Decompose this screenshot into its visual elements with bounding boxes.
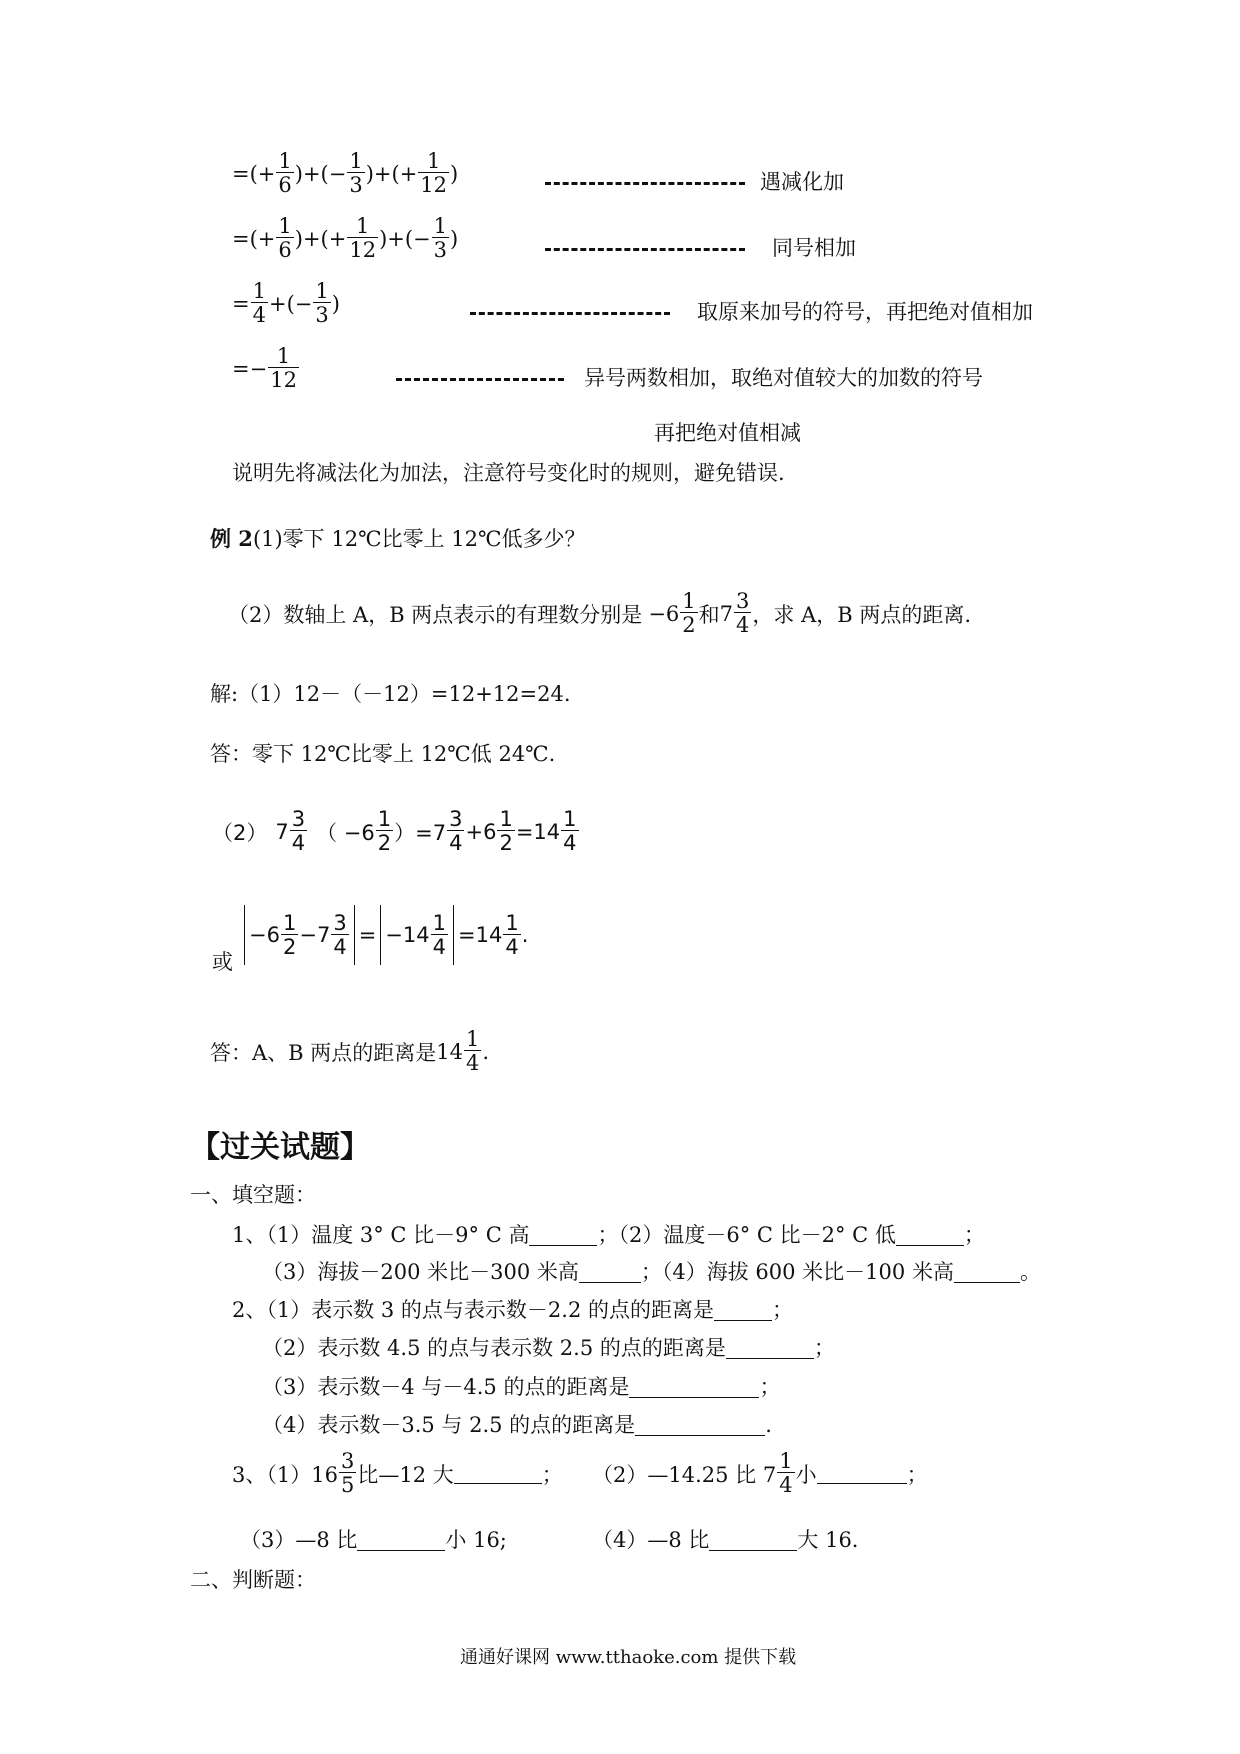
q3d-prefix: （4）—8 比 [592,1528,710,1552]
derivation-note-2: 同号相加 [772,236,856,260]
derivation-note-4: 异号两数相加，取绝对值较大的加数的符号 [584,366,983,390]
answer-1: 答：零下 12℃比零上 12℃低 24℃. [210,742,556,766]
example-2-q1 [210,528,585,550]
dash-leader [545,182,745,185]
q2a-text: 2、（1）表示数 3 的点与表示数－2.2 的点的距离是 [232,1298,715,1322]
quiz-row-2d: （4）表示数－3.5 与 2.5 的点的距离是 . [262,1413,772,1437]
example-label: 例 2 [210,526,253,551]
q3a-suffix: 比—12 大 [357,1462,454,1487]
derivation-line-3: = $\frac{1}{4}$ +(− $\frac{1}{3}$ ) [232,279,340,327]
answer-blank[interactable] [817,1463,907,1484]
quiz-row-2a: 2、（1）表示数 3 的点与表示数－2.2 的点的距离是 ； [232,1298,794,1322]
explanation: 说明先将减法化为加法，注意符号变化时的规则，避免错误. [232,461,785,485]
q1a-text: 1、（1）温度 3° C 比－9° C 高 [232,1223,530,1247]
q1b-text: ；（2）温度－6° C 比－2° C 低 [597,1223,896,1247]
example-2-q2: （2）数轴上 A，B 两点表示的有理数分别是 −6 $\frac{1}{2}$ 和 7 $\frac{3}{4}$ ，求 A，B 两点的距离. [228,589,972,637]
page-footer: 通通好课网 www.tthaoke.com 提供下载 [460,1647,797,1668]
q1d-text: ；（4）海拔 600 米比－100 米高 [640,1260,954,1284]
quiz-row-3d [592,1530,858,1551]
q3d-suffix: 大 16. [797,1528,859,1552]
quiz-row-2c: （3）表示数－4 与－4.5 的点的距离是 ； [262,1375,781,1399]
dash-leader [545,248,745,251]
q3c-suffix: 小 16; [445,1528,507,1552]
q2d-text: （4）表示数－3.5 与 2.5 的点的距离是 [262,1413,636,1437]
derivation-line-4: =− $\frac{1}{12}$ [232,344,297,392]
absolute-value-equation: −6 $\frac{1}{2}$ −7 $\frac{3}{4}$ = −14 $\frac{1}{4}$ =14 $\frac{1}{4}$ . [240,905,528,965]
section-2-title: 二、判断题： [190,1568,316,1592]
answer-blank[interactable] [954,1262,1020,1283]
answer-2: 答：A、B 两点的距离是 14 $\frac{1}{4}$ . [210,1027,490,1075]
solution-1: 解:（1）12－（－12）=12+12=24. [210,682,571,706]
or-label: 或 [212,950,233,974]
q3b-prefix: （2）—14.25 比 7 [592,1462,777,1487]
q1c-text: （3）海拔－200 米比－300 米高 [262,1260,579,1284]
quiz-row-3c [240,1530,507,1551]
answer-blank[interactable] [896,1225,964,1246]
answer-blank[interactable] [357,1530,445,1551]
answer-blank[interactable] [529,1225,597,1246]
quiz-row-1b: （3）海拔－200 米比－300 米高 ；（4）海拔 600 米比－100 米高 。 [262,1260,1041,1284]
q2-mid: 和 [698,602,720,627]
derivation-note-3: 取原来加号的符号，再把绝对值相加 [697,300,1033,324]
q2c-text: （3）表示数－4 与－4.5 的点的距离是 [262,1375,630,1399]
answer-blank[interactable] [635,1415,765,1436]
q3c-prefix: （3）—8 比 [240,1528,358,1552]
quiz-row-1a: 1、（1）温度 3° C 比－9° C 高 ；（2）温度－6° C 比－2° C 低 ； [232,1223,985,1247]
quiz-row-2b: （2）表示数 4.5 的点与表示数 2.5 的点的距离是 ； [262,1336,835,1360]
q3b-suffix: 小 [795,1462,817,1487]
quiz-heading: 【过关试题】 [190,1130,370,1165]
quiz-row-3a: 3、（1）16 $\frac{3}{5}$ 比—12 大 ； [232,1449,563,1497]
derivation-note-4-cont: 再把绝对值相减 [654,421,801,445]
answer-blank[interactable] [629,1377,759,1398]
q2-suffix: ，求 A，B 两点的距离. [752,602,972,627]
answer-blank[interactable] [454,1463,542,1484]
dash-leader [396,378,564,381]
q2b-text: （2）表示数 4.5 的点与表示数 2.5 的点的距离是 [262,1336,726,1360]
derivation-line-1: =(+ $\frac{1}{6}$ )+(− $\frac{1}{3}$ )+(+ $\frac{1}{12}$ ) [232,149,459,197]
q1-text: (1)零下 12℃比零上 12℃低多少？ [252,527,586,551]
derivation-line-2: =(+ $\frac{1}{6}$ )+(+ $\frac{1}{12}$ )+(− $\frac{1}{3}$ ) [232,214,459,262]
answer-blank[interactable] [709,1530,797,1551]
quiz-row-3b: （2）—14.25 比 7 $\frac{1}{4}$ 小 ； [592,1449,928,1497]
q2-prefix: （2）数轴上 A，B 两点表示的有理数分别是 [228,602,643,627]
answer-blank[interactable] [579,1262,641,1283]
solution-2: （2） 7 $\frac{3}{4}$ （ −6 $\frac{1}{2}$ ）=7 $\frac{3}{4}$ +6 $\frac{1}{2}$ =14 $\frac{1}{4}$ [212,807,577,855]
dash-leader [470,312,670,315]
answer-blank[interactable] [726,1338,814,1359]
sol2-prefix: （2） [212,820,268,845]
derivation-note-1: 遇减化加 [760,170,844,194]
q3a-prefix: 3、（1）16 [232,1462,338,1487]
answer-blank[interactable] [714,1300,772,1321]
ans2-prefix: 答：A、B 两点的距离是 [210,1040,437,1065]
section-1-title: 一、填空题： [190,1183,316,1207]
